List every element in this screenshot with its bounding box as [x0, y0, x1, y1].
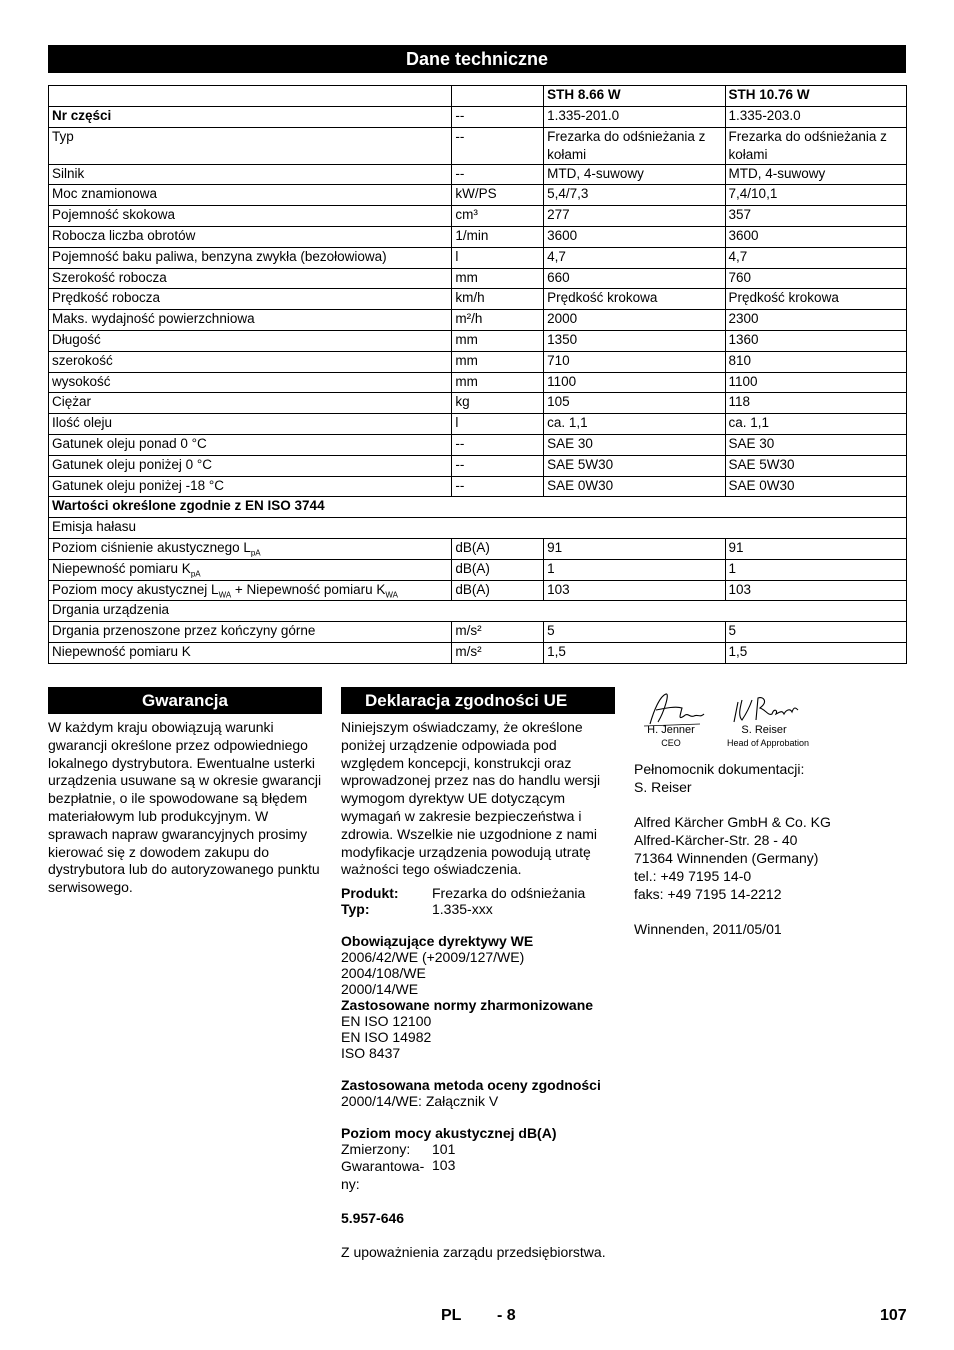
row-value-model-2: SAE 0W30 [725, 476, 906, 497]
directives-block [341, 933, 615, 1061]
row-unit: mm [452, 372, 544, 393]
directives-title: Obowiązujące dyrektywy WE [341, 933, 534, 949]
warranty-text: W każdym kraju obowiązują warunki gwarancji określone przez odpowiedniego lokalnego dystrybutora. Ewentualne usterki urządzenia usuwane są w okresie gwarancji bezpłatnie, o ile spowodowane są błędem materiałowym lub produkcyjnym. W sprawach napraw gwarancyjnych prosimy kierować się z dowodem zakupu do dystrybutora lub do autoryzowanego punktu serwisowego. [48, 719, 322, 896]
company-phone: tel.: +49 7195 14-0 [634, 867, 752, 884]
row-unit: -- [452, 455, 544, 476]
row-label: Ilość oleju [49, 414, 452, 435]
row-label: Drgania przenoszone przez kończyny górne [49, 622, 452, 643]
row-value-model-2: 91 [725, 538, 906, 559]
directive-item: 2004/108/WE [341, 965, 426, 981]
row-label: szerokość [49, 351, 452, 372]
row-unit: dB(A) [452, 538, 544, 559]
row-unit: km/h [452, 289, 544, 310]
row-label [49, 580, 452, 601]
signature-reiser [730, 692, 800, 726]
sound-power-title: Poziom mocy akustycznej dB(A) [341, 1125, 557, 1141]
row-unit: l [452, 414, 544, 435]
table-row [49, 127, 907, 164]
row-value-model-1: MTD, 4-suwowy [544, 164, 725, 185]
table-row [49, 414, 907, 435]
table-row [49, 226, 907, 247]
table-section-row [49, 601, 907, 622]
row-unit: mm [452, 268, 544, 289]
row-label: Prędkość robocza [49, 289, 452, 310]
company-fax: faks: +49 7195 14-2212 [634, 885, 782, 902]
norm-item: EN ISO 14982 [341, 1029, 432, 1045]
row-value-model-1: 1,5 [544, 642, 725, 663]
row-value-model-1: 1 [544, 559, 725, 580]
row-unit: mm [452, 330, 544, 351]
norm-item: ISO 8437 [341, 1045, 401, 1061]
table-row [49, 455, 907, 476]
table-row [49, 372, 907, 393]
type-value: 1.335-xxx [432, 901, 493, 917]
row-value-model-2: 3600 [725, 226, 906, 247]
row-value-model-2: 810 [725, 351, 906, 372]
row-value-model-2: 2300 [725, 310, 906, 331]
row-value-model-2: 760 [725, 268, 906, 289]
row-value-model-1: 4,7 [544, 247, 725, 268]
table-header-cell [49, 86, 452, 107]
technical-data-table [48, 85, 907, 664]
table-row [49, 351, 907, 372]
row-label: Gatunek oleju poniżej 0 °C [49, 455, 452, 476]
product-value: Frezarka do odśnieżania [432, 885, 586, 901]
type-label: Typ: [341, 901, 370, 917]
row-value-model-2: Prędkość krokowa [725, 289, 906, 310]
directive-item: 2006/42/WE (+2009/127/WE) [341, 949, 525, 965]
signature-role-1: CEO [661, 738, 681, 748]
footer-lang: PL [441, 1307, 462, 1324]
row-value-model-1: 5 [544, 622, 725, 643]
row-unit: dB(A) [452, 559, 544, 580]
row-value-model-2: ca. 1,1 [725, 414, 906, 435]
row-value-model-1: ca. 1,1 [544, 414, 725, 435]
place-date: Winnenden, 2011/05/01 [634, 921, 782, 938]
row-value-model-2: 4,7 [725, 247, 906, 268]
authorization-text: Z upoważnienia zarządu przedsiębiorstwa. [341, 1244, 606, 1260]
type-line [341, 901, 493, 917]
row-value-model-1: SAE 30 [544, 434, 725, 455]
directive-item: 2000/14/WE [341, 981, 419, 997]
noise-emission-title: Emisja hałasu [49, 518, 907, 539]
row-value-model-1: 660 [544, 268, 725, 289]
row-unit: m/s² [452, 642, 544, 663]
declaration-text: Niniejszym oświadczamy, że określone poniżej urządzenie odpowiada pod względem koncepcji, konstrukcji oraz wprowadzonej przez nas do handlu wersji wymogom dyrektyw UE dotyczącym wymagań w zakresie bezpieczeństwa i zdrowia. Wszelkie nie uzgodnione z nami modyfikacje urządzenia powodują utratę ważności tego oświadczenia. [341, 719, 601, 878]
company-name: Alfred Kärcher GmbH & Co. KG [634, 814, 831, 831]
row-label: Robocza liczba obrotów [49, 226, 452, 247]
row-value-model-1: 103 [544, 580, 725, 601]
row-unit: -- [452, 106, 544, 127]
row-unit: -- [452, 476, 544, 497]
row-label: Gatunek oleju poniżej -18 °C [49, 476, 452, 497]
signature-name-2: S. Reiser [741, 724, 787, 736]
row-unit: cm³ [452, 206, 544, 227]
table-row [49, 206, 907, 227]
row-label: Nr części [49, 106, 452, 127]
row-value-model-1: 277 [544, 206, 725, 227]
table-row [49, 247, 907, 268]
table-row [49, 476, 907, 497]
footer-section: - 8 [497, 1307, 516, 1324]
row-unit: mm [452, 351, 544, 372]
label-subscript: pA [190, 569, 201, 579]
row-value-model-2: 1,5 [725, 642, 906, 663]
row-unit: -- [452, 164, 544, 185]
product-line [341, 885, 585, 901]
table-header-cell [452, 86, 544, 107]
measured-line [341, 1141, 615, 1157]
company-city: 71364 Winnenden (Germany) [634, 849, 819, 866]
label-part: + Niepewność pomiaru K [231, 581, 386, 597]
table-header-row [49, 86, 907, 107]
row-value-model-2: 357 [725, 206, 906, 227]
table-row [49, 434, 907, 455]
row-value-model-2: SAE 30 [725, 434, 906, 455]
company-street: Alfred-Kärcher-Str. 28 - 40 [634, 832, 798, 849]
row-value-model-2: 7,4/10,1 [725, 185, 906, 206]
proxy-label: Pełnomocnik dokumentacji: [634, 761, 805, 777]
norms-title: Zastosowane normy zharmonizowane [341, 997, 594, 1013]
row-value-model-1: 710 [544, 351, 725, 372]
row-label: Typ [49, 127, 452, 164]
row-unit: m/s² [452, 622, 544, 643]
row-value-model-1: 5,4/7,3 [544, 185, 725, 206]
table-row [49, 106, 907, 127]
product-label: Produkt: [341, 885, 399, 901]
measured-value: 101 [432, 1141, 456, 1157]
doc-number [341, 1210, 615, 1226]
row-unit: m²/h [452, 310, 544, 331]
table-row [49, 310, 907, 331]
method-value: 2000/14/WE: Załącznik V [341, 1093, 499, 1109]
row-value-model-2: 1 [725, 559, 906, 580]
authorization-line [341, 1244, 641, 1260]
table-row [49, 642, 907, 663]
row-value-model-1: 3600 [544, 226, 725, 247]
row-label [49, 559, 452, 580]
row-label: wysokość [49, 372, 452, 393]
table-row [49, 330, 907, 351]
row-label: Gatunek oleju ponad 0 °C [49, 434, 452, 455]
row-value-model-2: Frezarka do odśnieżania z kołami [725, 127, 906, 164]
signature-name-1: H. Jenner [647, 724, 695, 736]
row-label: Niepewność pomiaru K [49, 642, 452, 663]
guaranteed-line [341, 1157, 615, 1193]
table-row [49, 538, 907, 559]
sound-power-block [341, 1125, 615, 1193]
method-block [341, 1077, 615, 1109]
warranty-heading: Gwarancja [48, 687, 322, 714]
guaranteed-value: 103 [432, 1157, 456, 1173]
table-row [49, 559, 907, 580]
label-part: Poziom mocy akustycznej L [52, 581, 219, 597]
row-value-model-2: 1360 [725, 330, 906, 351]
row-unit: dB(A) [452, 580, 544, 601]
row-value-model-2: 1.335-203.0 [725, 106, 906, 127]
row-unit: -- [452, 434, 544, 455]
row-value-model-1: 2000 [544, 310, 725, 331]
row-unit: l [452, 247, 544, 268]
model-header-1: STH 8.66 W [544, 86, 725, 107]
row-label: Maks. wydajność powierzchniowa [49, 310, 452, 331]
row-value-model-2: SAE 5W30 [725, 455, 906, 476]
row-value-model-1: 1.335-201.0 [544, 106, 725, 127]
row-unit: kW/PS [452, 185, 544, 206]
table-row [49, 289, 907, 310]
declaration-heading [341, 687, 615, 714]
model-header-2: STH 10.76 W [725, 86, 906, 107]
row-value-model-2: 103 [725, 580, 906, 601]
row-label: Pojemność skokowa [49, 206, 452, 227]
table-row [49, 164, 907, 185]
row-label [49, 538, 452, 559]
row-unit: -- [452, 127, 544, 164]
row-label: Moc znamionowa [49, 185, 452, 206]
label-subscript: WA [218, 590, 232, 600]
row-value-model-1: 91 [544, 538, 725, 559]
row-value-model-1: SAE 5W30 [544, 455, 725, 476]
label-subscript: pA [250, 548, 261, 558]
row-value-model-1: Prędkość krokowa [544, 289, 725, 310]
measured-label: Zmierzony: [341, 1141, 411, 1157]
norm-item: EN ISO 12100 [341, 1013, 432, 1029]
row-label: Pojemność baku paliwa, benzyna zwykła (bezołowiowa) [49, 247, 452, 268]
row-label: Silnik [49, 164, 452, 185]
table-row [49, 185, 907, 206]
row-value-model-2: 118 [725, 393, 906, 414]
row-value-model-1: 1350 [544, 330, 725, 351]
label-part: Poziom ciśnienie akustycznego L [52, 539, 251, 555]
row-label: Ciężar [49, 393, 452, 414]
declaration-heading-text: Deklaracja zgodności UE [365, 691, 568, 710]
row-label: Szerokość robocza [49, 268, 452, 289]
table-section-row [49, 497, 907, 518]
row-value-model-2: 1100 [725, 372, 906, 393]
row-value-model-1: 105 [544, 393, 725, 414]
row-value-model-2: MTD, 4-suwowy [725, 164, 906, 185]
page-number: 107 [880, 1307, 907, 1324]
doc-number-text: 5.957-646 [341, 1210, 405, 1226]
guaranteed-label: Gwarantowa-ny: [341, 1158, 425, 1192]
method-title: Zastosowana metoda oceny zgodności [341, 1077, 601, 1093]
contact-block [634, 761, 894, 939]
signature-role-2: Head of Approbation [726, 738, 810, 748]
row-unit: 1/min [452, 226, 544, 247]
table-row [49, 393, 907, 414]
row-value-model-1: SAE 0W30 [544, 476, 725, 497]
row-value-model-1: 1100 [544, 372, 725, 393]
table-row [49, 268, 907, 289]
row-value-model-1: Frezarka do odśnieżania z kołami [544, 127, 725, 164]
proxy-name: S. Reiser [634, 778, 692, 795]
table-section-row [49, 518, 907, 539]
row-value-model-2: 5 [725, 622, 906, 643]
row-unit: kg [452, 393, 544, 414]
label-subscript: WA [385, 590, 398, 600]
table-row [49, 622, 907, 643]
noise-section-title: Wartości określone zgodnie z EN ISO 3744 [49, 497, 907, 518]
table-row [49, 580, 907, 601]
row-label: Długość [49, 330, 452, 351]
label-part: Niepewność pomiaru K [52, 560, 191, 576]
vibration-title: Drgania urządzenia [49, 601, 907, 622]
page-title: Dane techniczne [48, 45, 906, 73]
